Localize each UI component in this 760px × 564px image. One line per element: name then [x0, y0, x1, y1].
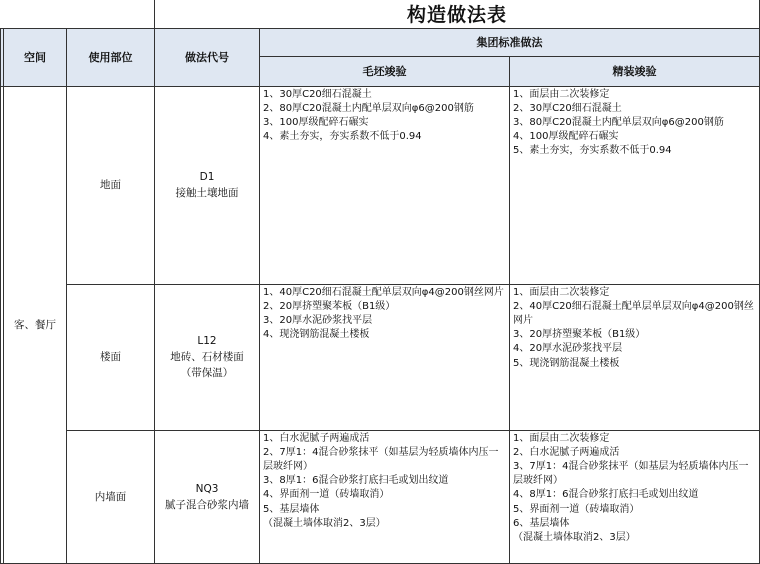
location-cell: 内墙面 — [67, 430, 155, 563]
space-name-cell: 客、餐厅 — [4, 86, 67, 563]
method-code: D1 — [199, 171, 215, 183]
method-name: 接触土壤地面 — [175, 187, 239, 199]
header-fine-acceptance: 精装竣验 — [510, 56, 760, 86]
location-cell: 地面 — [67, 86, 155, 284]
rough-method-text: 1、30厚C20细石混凝土 2、80厚C20混凝土内配单层双向φ6@200钢筋 3、100厚级配碎石碾实 4、素土夯实，夯实系数不低于0.94 — [263, 88, 474, 143]
fine-method-text: 1、面层由二次装修定 2、40厚C20细石混凝土配单层单层双向φ4@200钢丝网片 3、20厚挤塑聚苯板（B1级） 4、20厚水泥砂浆找平层 5、现浇钢筋混凝土楼板 — [513, 286, 754, 369]
fine-method-cell — [510, 284, 760, 430]
rough-method-cell — [260, 284, 510, 430]
method-code: L12 — [197, 335, 217, 347]
top-left-blank-cell — [1, 0, 155, 28]
fine-method-text: 1、面层由二次装修定 2、白水泥腻子两遍成活 3、7厚1：4混合砂浆抹平（如基层为轻质墙体内压一层玻纤网） 4、8厚1：6混合砂浆打底扫毛或划出纹道 5、界面剂一道（砖墙取消） 6、基层墙体 （混凝土墙体取消2、3层） — [513, 432, 749, 543]
header-location: 使用部位 — [67, 28, 155, 86]
method-code-cell — [155, 430, 260, 563]
header-group-standard: 集团标准做法 — [260, 28, 760, 56]
rough-method-cell — [260, 430, 510, 563]
header-space: 空间 — [4, 28, 67, 86]
table-row — [1, 430, 760, 563]
table-row — [1, 284, 760, 430]
fine-method-text: 1、面层由二次装修定 2、30厚C20细石混凝土 3、80厚C20混凝土内配单层双向φ6@200钢筋 4、100厚级配碎石碾实 5、素土夯实，夯实系数不低于0.94 — [513, 88, 724, 157]
table-row — [1, 86, 760, 284]
header-rough-acceptance: 毛坯竣验 — [260, 56, 510, 86]
fine-method-cell — [510, 86, 760, 284]
rough-method-cell — [260, 86, 510, 284]
header-method-code: 做法代号 — [155, 28, 260, 86]
method-name: 腻子混合砂浆内墙 — [165, 498, 249, 511]
fine-method-cell — [510, 430, 760, 563]
table-title: 构造做法表 — [155, 0, 760, 28]
location-cell: 楼面 — [67, 284, 155, 430]
method-code-cell — [155, 86, 260, 284]
rough-method-text: 1、40厚C20细石混凝土配单层双向φ4@200钢丝网片 2、20厚挤塑聚苯板（B1级） 3、20厚水泥砂浆找平层 4、现浇钢筋混凝土楼板 — [263, 286, 504, 341]
method-code: NQ3 — [195, 482, 219, 495]
rough-method-text: 1、白水泥腻子两遍成活 2、7厚1：4混合砂浆抹平（如基层为轻质墙体内压一层玻纤网） 3、8厚1：6混合砂浆打底扫毛或划出纹道 4、界面剂一道（砖墙取消） 5、基层墙体 （混凝土墙体取消2、3层） — [263, 432, 499, 529]
method-code-cell — [155, 284, 260, 430]
method-name: 地砖、石材楼面 （带保温） — [170, 351, 244, 379]
